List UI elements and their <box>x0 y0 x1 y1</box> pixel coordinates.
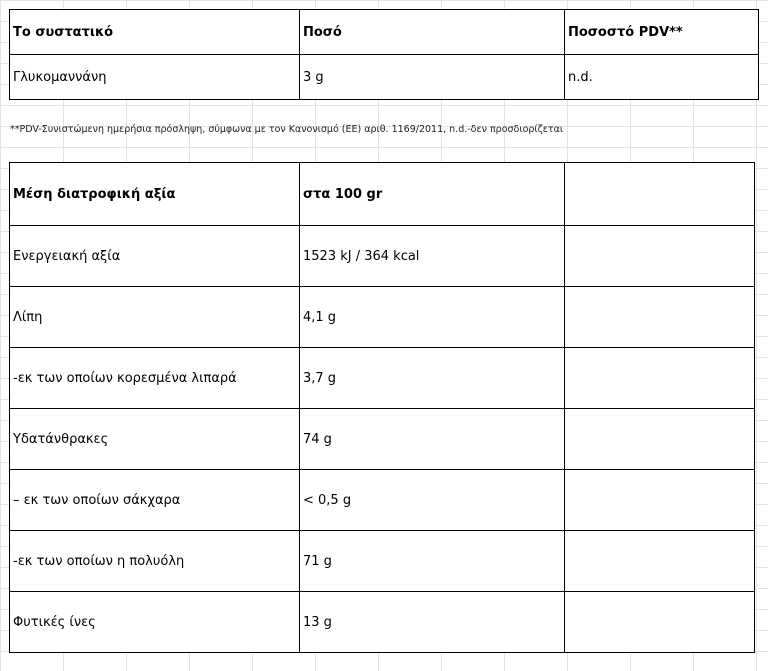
table-row <box>10 592 755 653</box>
nutrient-extra <box>565 409 755 470</box>
header-amount: Ποσό <box>300 10 565 55</box>
pdv-footnote: **PDV-Συνιστώμενη ημερήσια πρόσληψη, σύμφωνα με τον Κανονισμό (ΕΕ) αριθ. 1169/2011, n.d.-δεν προσδιορίζεται <box>10 124 564 135</box>
nutrient-value: 13 g <box>300 592 565 653</box>
nutrient-value: 74 g <box>300 409 565 470</box>
nutrient-name: -εκ των οποίων η πολυόλη <box>10 531 300 592</box>
ingredient-name: Γλυκομαννάνη <box>10 55 300 100</box>
ingredient-header-row <box>10 10 759 55</box>
nutrient-value: 71 g <box>300 531 565 592</box>
ingredient-pdv: n.d. <box>565 55 759 100</box>
nutrient-name: Φυτικές ίνες <box>10 592 300 653</box>
table-row <box>10 348 755 409</box>
header-pdv: Ποσοστό PDV** <box>565 10 759 55</box>
ingredient-amount: 3 g <box>300 55 565 100</box>
nutrient-extra <box>565 226 755 287</box>
header-per-100g: στα 100 gr <box>300 163 565 226</box>
table-row <box>10 409 755 470</box>
nutrient-value: 4,1 g <box>300 287 565 348</box>
nutrition-table <box>9 162 755 653</box>
nutrient-value: < 0,5 g <box>300 470 565 531</box>
nutrient-name: Ενεργειακή αξία <box>10 226 300 287</box>
nutrient-extra <box>565 348 755 409</box>
nutrient-extra <box>565 470 755 531</box>
header-nutrition: Μέση διατροφική αξία <box>10 163 300 226</box>
nutrient-name: Λίπη <box>10 287 300 348</box>
table-row <box>10 470 755 531</box>
nutrient-extra <box>565 531 755 592</box>
nutrient-value: 3,7 g <box>300 348 565 409</box>
header-ingredient: Το συστατικό <box>10 10 300 55</box>
nutrient-name: -εκ των οποίων κορεσμένα λιπαρά <box>10 348 300 409</box>
header-empty <box>565 163 755 226</box>
ingredient-table <box>9 9 759 100</box>
nutrient-value: 1523 kJ / 364 kcal <box>300 226 565 287</box>
table-row <box>10 226 755 287</box>
table-row <box>10 55 759 100</box>
table-row <box>10 287 755 348</box>
table-row <box>10 531 755 592</box>
nutrient-extra <box>565 592 755 653</box>
nutrient-name: – εκ των οποίων σάκχαρα <box>10 470 300 531</box>
nutrition-header-row <box>10 163 755 226</box>
nutrient-name: Υδατάνθρακες <box>10 409 300 470</box>
nutrient-extra <box>565 287 755 348</box>
